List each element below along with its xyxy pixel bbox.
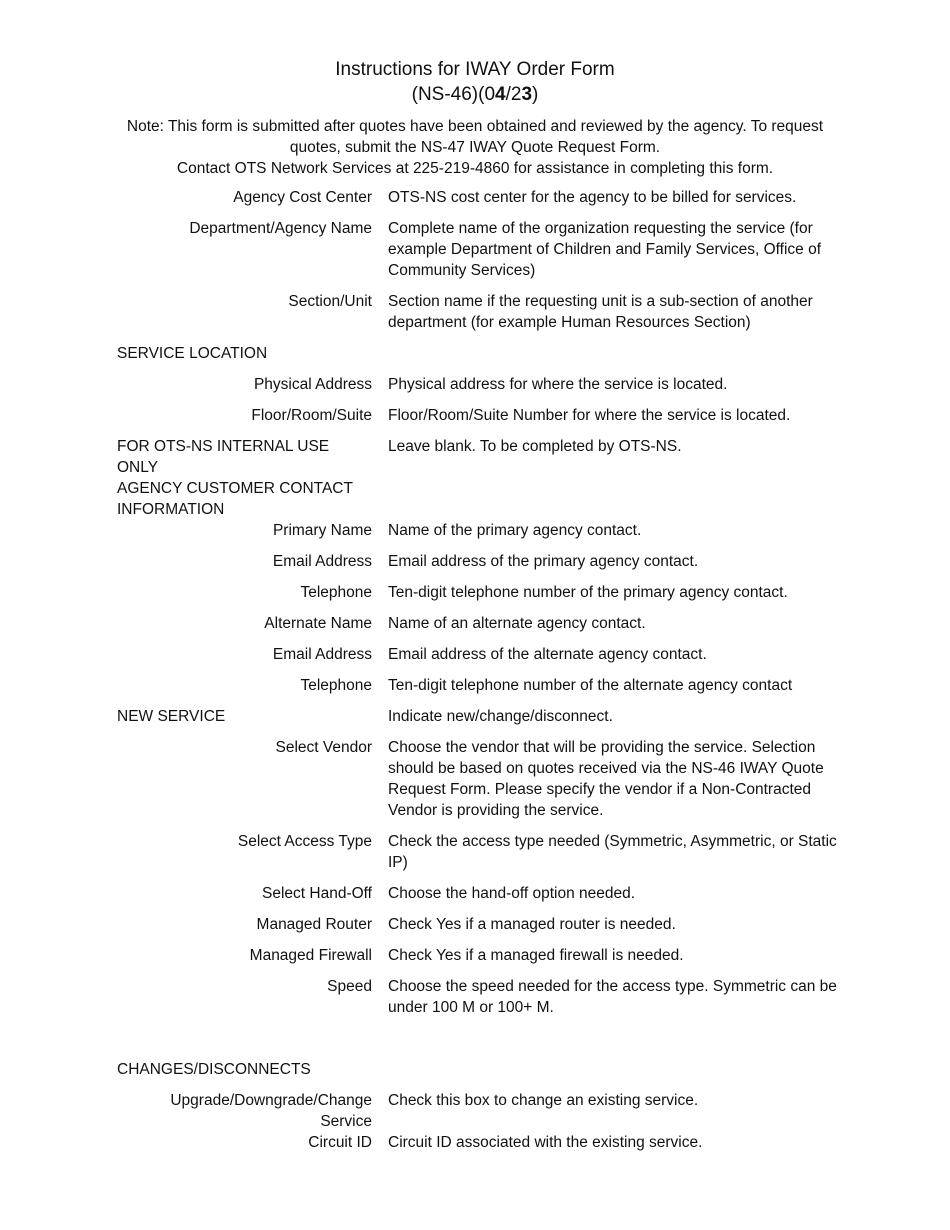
instruction-row	[117, 405, 837, 426]
title-line-1: Instructions for IWAY Order Form	[335, 59, 615, 80]
field-description: Check the access type needed (Symmetric, Asymmetric, or Static IP)	[388, 833, 837, 871]
field-label: Department/Agency Name	[189, 220, 372, 237]
section-heading-row	[117, 706, 837, 727]
form-code-suffix: )	[532, 84, 539, 105]
field-label: Physical Address	[253, 376, 372, 393]
instruction-row	[117, 551, 837, 572]
field-description: Ten-digit telephone number of the alternate agency contact	[388, 677, 793, 694]
field-label: Email Address	[272, 646, 372, 663]
field-description: Choose the vendor that will be providing the service. Selection should be based on quotes received via the NS-46 IWAY Quote Request Form. Please specify the vendor if a Non-Contracted Vendor is providing the service.	[388, 739, 824, 819]
field-description: Check this box to change an existing service.	[388, 1092, 699, 1109]
field-label: Agency Cost Center	[233, 189, 372, 206]
field-label: Managed Firewall	[249, 947, 372, 964]
instruction-row	[117, 945, 837, 966]
instruction-row	[117, 1090, 837, 1132]
instruction-row	[117, 613, 837, 634]
section-heading: SERVICE LOCATION	[117, 345, 268, 362]
field-label: Circuit ID	[308, 1134, 372, 1151]
field-label: Speed	[327, 978, 372, 995]
section-heading: AGENCY CUSTOMER CONTACT INFORMATION	[117, 480, 353, 518]
title-line-2	[0, 82, 950, 107]
field-description	[388, 478, 838, 520]
instruction-row	[117, 831, 837, 873]
section-heading-row	[117, 478, 837, 520]
section-heading: NEW SERVICE	[117, 708, 226, 725]
page-title	[0, 57, 950, 107]
instruction-row	[117, 1132, 837, 1153]
note-text: Note: This form is submitted after quotes have been obtained and reviewed by the agency. To request quotes, submit the NS-47 IWAY Quote Request Form.	[126, 118, 824, 156]
section-heading-row	[117, 343, 837, 364]
field-description: Indicate new/change/disconnect.	[388, 708, 613, 725]
section-heading-row	[117, 1059, 837, 1080]
field-label: Upgrade/Downgrade/Change Service	[170, 1092, 372, 1130]
section-heading: FOR OTS-NS INTERNAL USE ONLY	[117, 438, 330, 476]
form-year-bold: 3	[521, 84, 533, 105]
instruction-row	[117, 976, 837, 1018]
instruction-row	[117, 883, 837, 904]
field-description	[388, 1059, 838, 1080]
field-description: Ten-digit telephone number of the primary agency contact.	[388, 584, 788, 601]
field-description: Check Yes if a managed router is needed.	[388, 916, 676, 933]
field-label: Floor/Room/Suite	[251, 407, 372, 424]
field-description: Physical address for where the service is located.	[388, 376, 728, 393]
field-label: Telephone	[300, 677, 372, 694]
instruction-row	[117, 520, 837, 541]
field-description: Name of an alternate agency contact.	[388, 615, 646, 632]
field-description: Email address of the primary agency contact.	[388, 553, 699, 570]
field-label: Section/Unit	[288, 293, 372, 310]
instruction-row	[117, 187, 837, 208]
contact-text: Contact OTS Network Services at 225-219-4860 for assistance in completing this form.	[176, 160, 774, 177]
field-description: Choose the speed needed for the access type. Symmetric can be under 100 M or 100+ M.	[388, 978, 837, 1016]
instruction-row	[117, 218, 837, 281]
instruction-row	[117, 374, 837, 395]
field-description: Check Yes if a managed firewall is needed.	[388, 947, 684, 964]
instruction-table	[117, 187, 837, 1163]
section-heading: CHANGES/DISCONNECTS	[117, 1061, 311, 1078]
form-date-separator: /2	[505, 84, 522, 105]
form-code-prefix: (NS-46)(0	[411, 84, 496, 105]
field-label: Select Access Type	[237, 833, 372, 850]
field-description: Name of the primary agency contact.	[388, 522, 642, 539]
field-description: Circuit ID associated with the existing service.	[388, 1134, 703, 1151]
field-label: Managed Router	[256, 916, 372, 933]
form-month-bold: 4	[495, 84, 506, 105]
instruction-row	[117, 291, 837, 333]
section-heading-row	[117, 436, 837, 478]
field-description: Section name if the requesting unit is a sub-section of another department (for example Human Resources Section)	[388, 293, 813, 331]
field-description: Leave blank. To be completed by OTS-NS.	[388, 438, 682, 455]
field-label: Telephone	[300, 584, 372, 601]
note-block	[118, 116, 832, 179]
field-label: Alternate Name	[264, 615, 372, 632]
instruction-row	[117, 737, 837, 821]
instruction-row	[117, 644, 837, 665]
instruction-row	[117, 914, 837, 935]
field-label: Select Vendor	[275, 739, 372, 756]
instruction-row	[117, 675, 837, 696]
spacer	[117, 1028, 837, 1059]
field-description: OTS-NS cost center for the agency to be billed for services.	[388, 189, 797, 206]
field-description: Complete name of the organization requesting the service (for example Department of Children and Family Services, Office of Community Services)	[388, 220, 822, 279]
field-description: Choose the hand-off option needed.	[388, 885, 636, 902]
field-description: Floor/Room/Suite Number for where the service is located.	[388, 407, 791, 424]
field-label: Email Address	[272, 553, 372, 570]
field-label: Primary Name	[272, 522, 372, 539]
field-description	[388, 343, 838, 364]
field-description: Email address of the alternate agency contact.	[388, 646, 707, 663]
instruction-row	[117, 582, 837, 603]
field-label: Select Hand-Off	[262, 885, 372, 902]
